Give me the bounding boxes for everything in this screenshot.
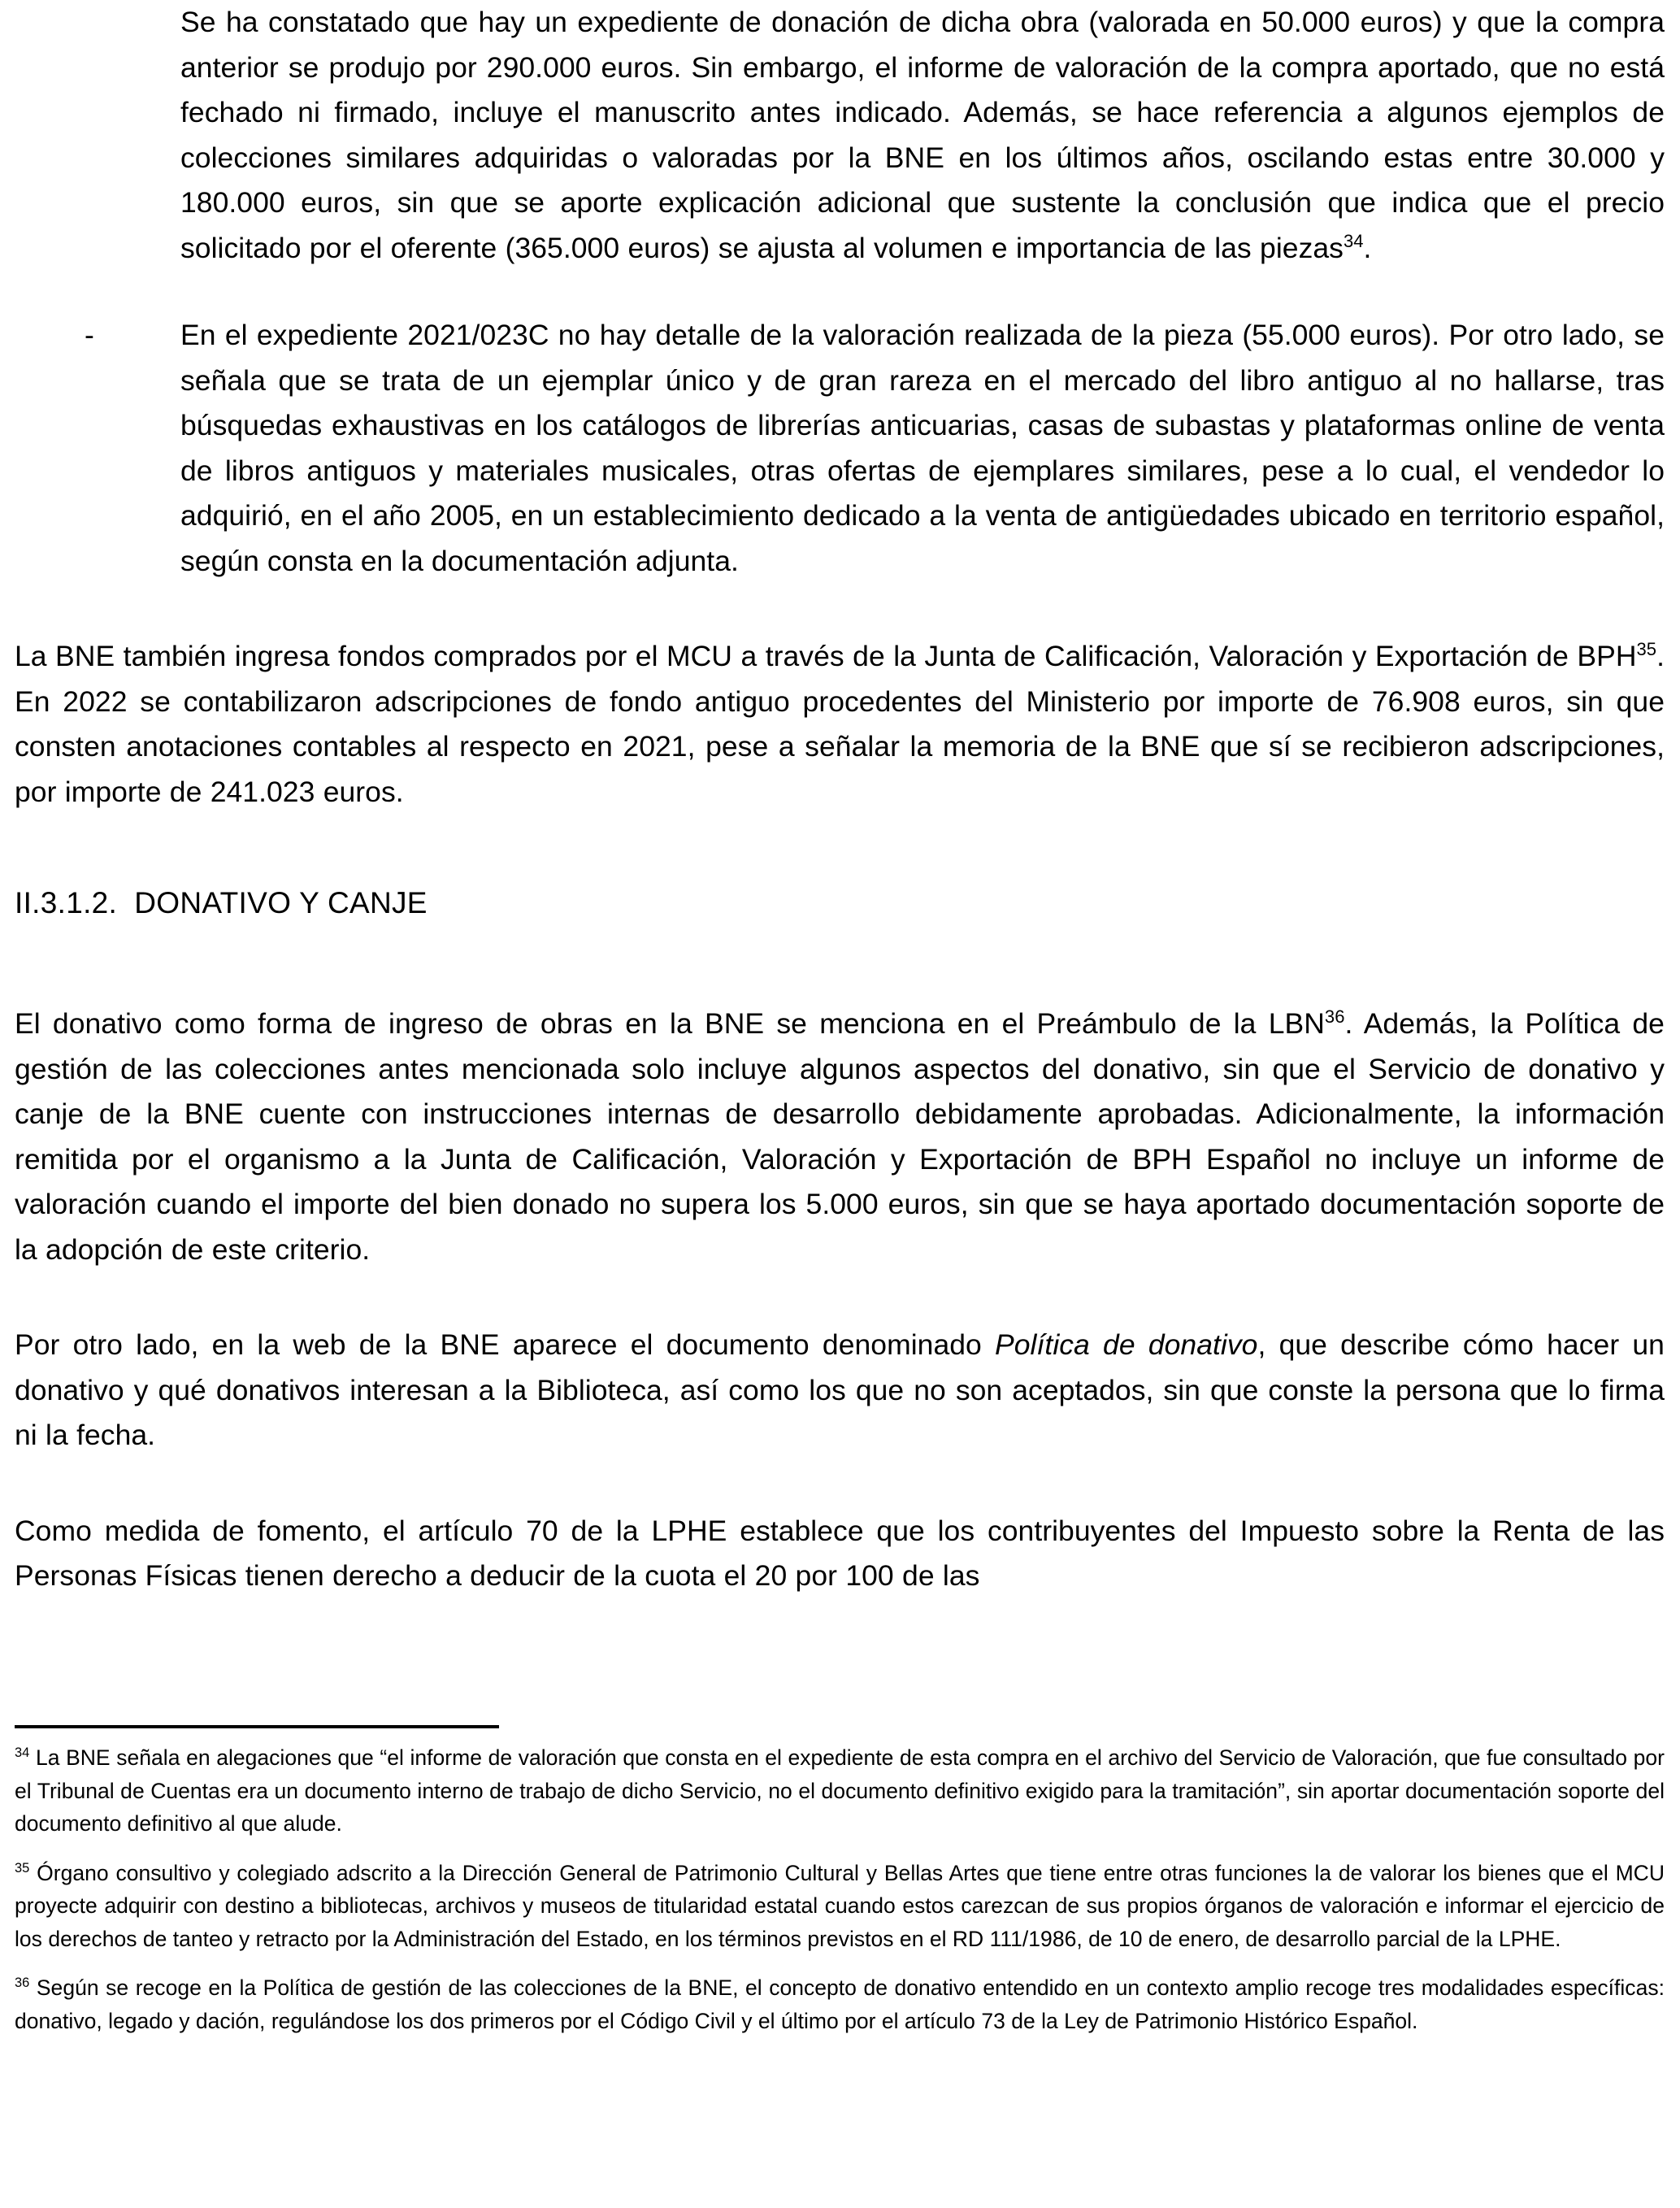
- paragraph-medida-de-fomento: Como medida de fomento, el artículo 70 de la LPHE establece que los contribuyentes del Impuesto sobre la Renta de las Personas Físicas tienen derecho a deducir de la cuota el 20 por 100 de las: [15, 1514, 1665, 1592]
- bullet-item-expediente-2021-023c: [85, 313, 1665, 584]
- bullet-item-text: En el expediente 2021/023C no hay detalle de la valoración realizada de la pieza (55.000 euros). Por otro lado, se señala que se trata de un ejemplar único y de gran rareza en el mercado del libro antiguo al no hallarse, tras búsquedas exhaustivas en los catálogos de librerías anticuarias, casas de subastas y plataformas online de venta de libros antiguos y materiales musicales, otras ofertas de ejemplares similares, pese a lo cual, el vendedor lo adquirió, en el año 2005, en un establecimiento dedicado a la venta de antigüedades ubicado en territorio español, según consta en la documentación adjunta.: [180, 319, 1665, 577]
- paragraph-text-part1: Por otro lado, en la web de la BNE aparece el documento denominado: [15, 1328, 996, 1361]
- spacer: [15, 1955, 1665, 1971]
- paragraph-donativo-preambulo-lbn: [15, 1002, 1665, 1272]
- bullet-marker: -: [85, 319, 94, 351]
- paragraph-text-part1: El donativo como forma de ingreso de obras en la BNE se menciona en el Preámbulo de la LBN: [15, 1007, 1325, 1040]
- footnote-ref-36[interactable]: 36: [1324, 1006, 1345, 1028]
- footnote-text: Órgano consultivo y colegiado adscrito a la Dirección General de Patrimonio Cultural y Bellas Artes que tiene entre otras funciones la de valorar los bienes que el MCU proyecte adquirir con destino a bibliotecas, archivos y museos de titularidad estatal cuando estos carezcan de sus propios órganos de valoración e informar el ejercicio de los derechos de tanteo y retracto por la Administración del Estado, en los términos previstos en el RD 111/1986, de 10 de enero, de desarrollo parcial de la LPHE.: [15, 1860, 1665, 1951]
- spacer: [15, 974, 1665, 1002]
- paragraph-tail: .: [1363, 231, 1372, 264]
- footnote-area: [15, 1725, 1665, 2037]
- footnote-separator-rule: [15, 1725, 499, 1728]
- footnote-ref-35[interactable]: 35: [1636, 639, 1657, 660]
- paragraph-expediente-donacion: [180, 0, 1665, 271]
- spacer: [15, 865, 1665, 883]
- footnote-marker-36: 36: [15, 1975, 30, 1991]
- spacer: [15, 924, 1665, 974]
- spacer: [15, 584, 1665, 634]
- spacer: [15, 1841, 1665, 1857]
- footnote-marker-35: 35: [15, 1860, 30, 1875]
- footnote-ref-34[interactable]: 34: [1343, 230, 1364, 251]
- paragraph-text-part2: . En 2022 se contabilizaron adscripciones de fondo antiguo procedentes del Ministerio por importe de 76.908 euros, sin que consten anotaciones contables al respecto en 2021, pese a señalar la memoria de la BNE que sí se recibieron adscripciones, por importe de 241.023 euros.: [15, 640, 1665, 808]
- document-body: [15, 0, 1665, 1599]
- footnote-36: [15, 1971, 1665, 2037]
- paragraph-text-part2: , que describe cómo hacer un donativo y qué donativos interesan a la Biblioteca, así como los que no son aceptados, sin que conste la persona que lo firma ni la fecha.: [15, 1328, 1665, 1451]
- paragraph-adscripciones-mcu: [15, 634, 1665, 815]
- footnote-marker-34: 34: [15, 1745, 30, 1761]
- spacer: [15, 1458, 1665, 1509]
- section-heading-donativo-y-canje: II.3.1.2. DONATIVO Y CANJE: [15, 886, 428, 919]
- spacer: [15, 815, 1665, 865]
- footnote-34: [15, 1741, 1665, 1841]
- paragraph-text: Se ha constatado que hay un expediente de donación de dicha obra (valorada en 50.000 euros) y que la compra anterior se produjo por 290.000 euros. Sin embargo, el informe de valoración de la compra aportado, que no está fechado ni firmado, incluye el manuscrito antes indicado. Además, se hace referencia a algunos ejemplos de colecciones similares adquiridas o valoradas por la BNE en los últimos años, oscilando estas entre 30.000 y 180.000 euros, sin que se aporte explicación adicional que sustente la conclusión que indica que el precio solicitado por el oferente (365.000 euros) se ajusta al volumen e importancia de las piezas: [180, 6, 1665, 264]
- paragraph-politica-de-donativo: [15, 1323, 1665, 1458]
- paragraph-text-part1: La BNE también ingresa fondos comprados por el MCU a través de la Junta de Calificación, Valoración y Exportación de BPH: [15, 640, 1637, 672]
- spacer: [15, 1272, 1665, 1323]
- spacer: [15, 271, 1665, 313]
- italic-document-title: Política de donativo: [995, 1328, 1258, 1361]
- footnote-text: Según se recoge en la Política de gestión de las colecciones de la BNE, el concepto de donativo entendido en un contexto amplio recoge tres modalidades específicas: donativo, legado y dación, regulándose los dos primeros por el Código Civil y el último por el artículo 73 de la Ley de Patrimonio Histórico Español.: [15, 1975, 1665, 2033]
- footnote-text: La BNE señala en alegaciones que “el informe de valoración que consta en el expediente de esta compra en el archivo del Servicio de Valoración, que fue consultado por el Tribunal de Cuentas era un documento interno de trabajo de dicho Servicio, no el documento definitivo exigido para la tramitación”, sin aportar documentación soporte del documento definitivo al que alude.: [15, 1745, 1665, 1836]
- paragraph-text-part2: . Además, la Política de gestión de las colecciones antes mencionada solo incluye algunos aspectos del donativo, sin que el Servicio de donativo y canje de la BNE cuente con instrucciones internas de desarrollo debidamente aprobadas. Adicionalmente, la información remitida por el organismo a la Junta de Calificación, Valoración y Exportación de BPH Español no incluye un informe de valoración cuando el importe del bien donado no supera los 5.000 euros, sin que se haya aportado documentación soporte de la adopción de este criterio.: [15, 1007, 1665, 1266]
- footnote-35: [15, 1857, 1665, 1956]
